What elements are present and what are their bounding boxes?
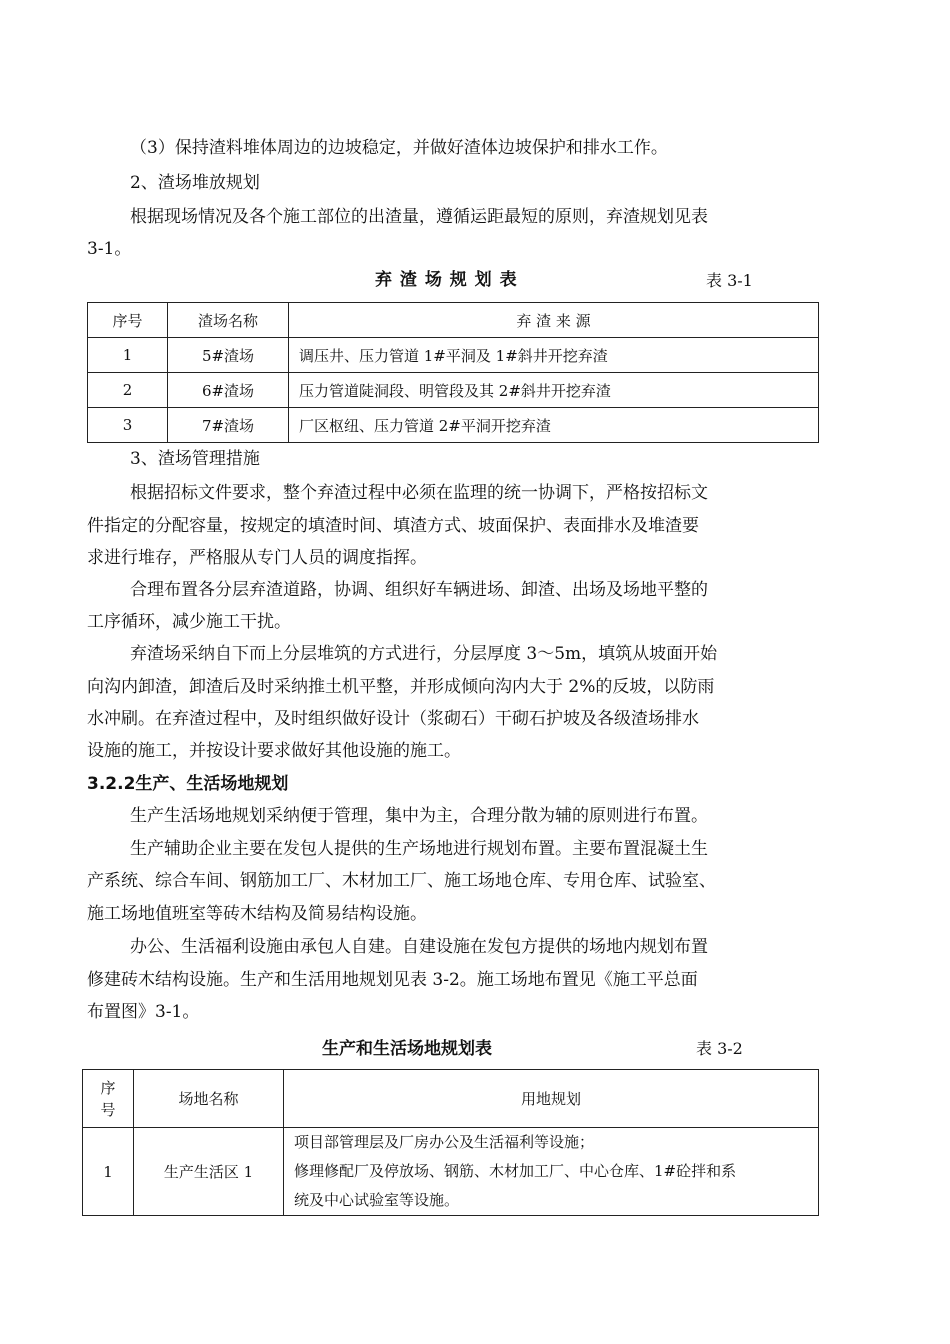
heading-slag-stacking-plan: 2、渣场堆放规划 [130,173,260,193]
table1-title: 弃 渣 场 规 划 表 [375,270,518,290]
cell-site-name: 生产生活区 1 [134,1128,284,1216]
land-plan-line1: 项目部管理层及厂房办公及生活福利等设施； [294,1133,595,1151]
slag-site-table [87,302,819,443]
paragraph-slag-plan-line2: 3-1。 [87,239,132,259]
production-living-site-table [82,1069,819,1216]
table-header-row [88,303,819,338]
header-slag-source: 弃 渣 来 源 [289,303,819,338]
paragraph-stacking-line4: 设施的施工，并按设计要求做好其他设施的施工。 [87,741,461,761]
cell-slag-source: 厂区枢纽、压力管道 2#平洞开挖弃渣 [289,408,819,443]
table-row [88,373,819,408]
cell-slag-source: 压力管道陡洞段、明管段及其 2#斜井开挖弃渣 [289,373,819,408]
paragraph-aux-line2: 产系统、综合车间、钢筋加工厂、木材加工厂、施工场地仓库、专用仓库、试验室、 [87,871,716,891]
table2-title: 生产和生活场地规划表 [322,1039,492,1059]
table2-number: 表 3-2 [696,1039,743,1058]
table-row [88,408,819,443]
paragraph-aux-line1: 生产辅助企业主要在发包人提供的生产场地进行规划布置。主要布置混凝土生 [130,839,708,859]
table-row [83,1128,819,1216]
paragraph-management-line3: 求进行堆存，严格服从专门人员的调度指挥。 [87,548,427,568]
cell-land-plan [284,1128,819,1216]
table-header-row [83,1070,819,1128]
cell-slag-source: 调压井、压力管道 1#平洞及 1#斜井开挖弃渣 [289,338,819,373]
paragraph-stacking-line2: 向沟内卸渣，卸渣后及时采纳推土机平整，并形成倾向沟内大于 2%的反坡，以防雨 [87,677,715,697]
cell-seq: 2 [88,373,168,408]
header-seq [83,1070,134,1128]
paragraph-office-line2: 修建砖木结构设施。生产和生活用地规划见表 3-2。施工场地布置见《施工平总面 [87,970,698,990]
header-site-name: 渣场名称 [168,303,289,338]
header-seq-top: 序 [100,1078,116,1097]
cell-seq: 1 [88,338,168,373]
paragraph-site-principle: 生产生活场地规划采纳便于管理，集中为主，合理分散为辅的原则进行布置。 [130,806,708,826]
paragraph-slag-plan-line1: 根据现场情况及各个施工部位的出渣量，遵循运距最短的原则，弃渣规划见表 [130,207,708,227]
paragraph-stacking-line3: 水冲刷。在弃渣过程中，及时组织做好设计（浆砌石）干砌石护坡及各级渣场排水 [87,709,699,729]
land-plan-line2: 修理修配厂及停放场、钢筋、木材加工厂、中心仓库、1#砼拌和系 [294,1162,737,1180]
table-row [88,338,819,373]
cell-site-name: 7#渣场 [168,408,289,443]
header-site-name: 场地名称 [134,1070,284,1128]
cell-seq: 3 [88,408,168,443]
paragraph-aux-line3: 施工场地值班室等砖木结构及简易结构设施。 [87,904,427,924]
paragraph-management-line2: 件指定的分配容量，按规定的填渣时间、填渣方式、坡面保护、表面排水及堆渣要 [87,516,699,536]
cell-seq: 1 [83,1128,134,1216]
paragraph-stacking-line1: 弃渣场采纳自下而上分层堆筑的方式进行，分层厚度 3～5m，填筑从坡面开始 [130,644,718,664]
section-heading-3-2-2: 3.2.2生产、生活场地规划 [87,774,289,794]
header-land-plan: 用地规划 [284,1070,819,1128]
heading-slag-management: 3、渣场管理措施 [130,449,260,469]
table1-number: 表 3-1 [706,271,753,290]
paragraph-office-line3: 布置图》3-1。 [87,1002,200,1022]
land-plan-line3: 统及中心试验室等设施。 [294,1191,460,1209]
paragraph-slope-stability: （3）保持渣料堆体周边的边坡稳定，并做好渣体边坡保护和排水工作。 [130,138,668,158]
paragraph-management-line1: 根据招标文件要求，整个弃渣过程中必须在监理的统一协调下，严格按招标文 [130,483,708,503]
cell-site-name: 6#渣场 [168,373,289,408]
paragraph-office-line1: 办公、生活福利设施由承包人自建。自建设施在发包方提供的场地内规划布置 [130,937,708,957]
header-seq-bottom: 号 [100,1100,116,1119]
paragraph-roads-line1: 合理布置各分层弃渣道路，协调、组织好车辆进场、卸渣、出场及场地平整的 [130,580,708,600]
paragraph-roads-line2: 工序循环，减少施工干扰。 [87,612,291,632]
cell-site-name: 5#渣场 [168,338,289,373]
header-seq: 序号 [88,303,168,338]
